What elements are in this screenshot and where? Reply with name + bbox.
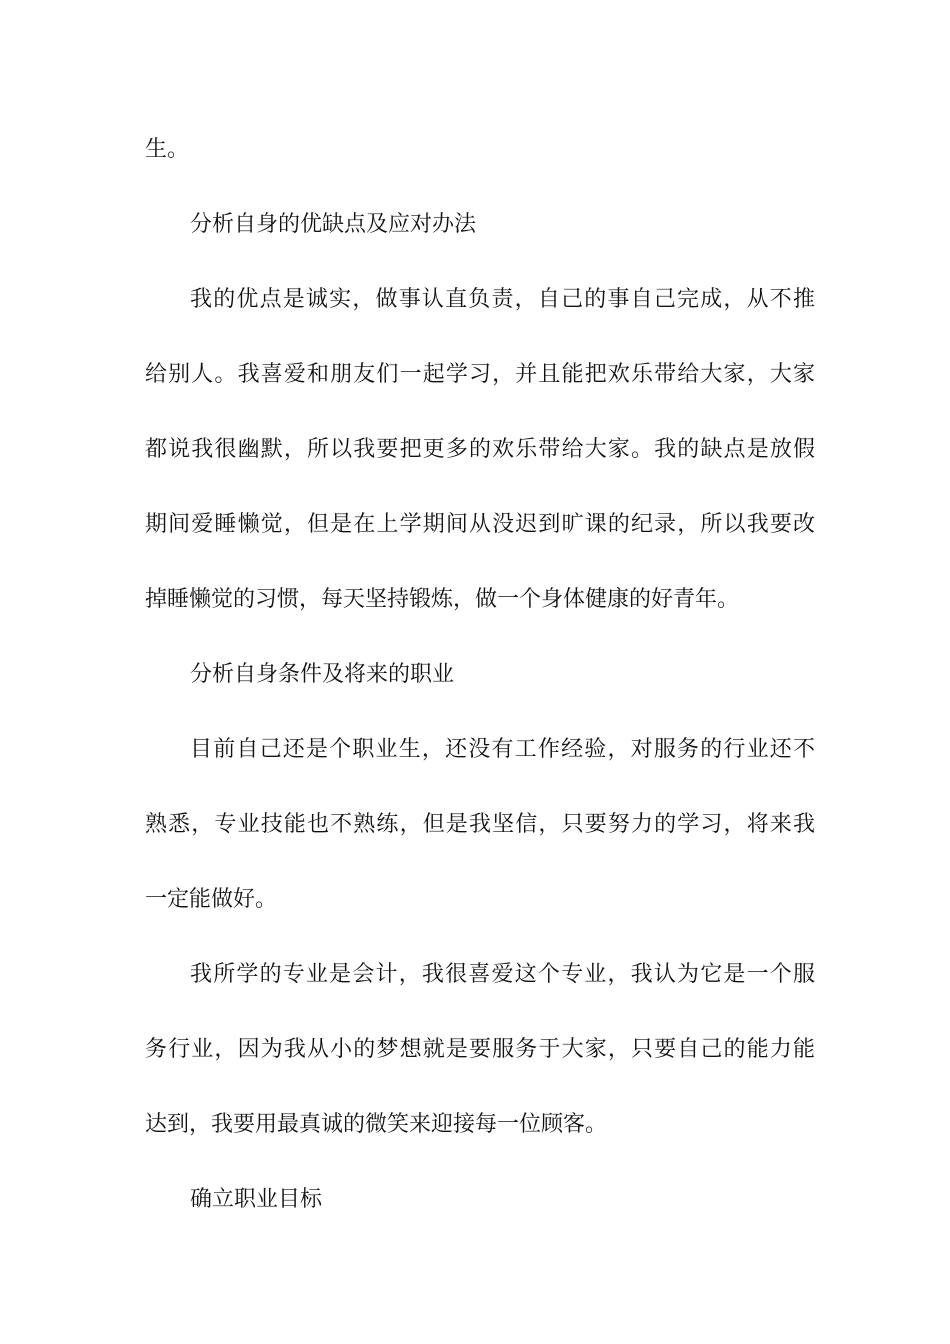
paragraph-line: 给别人。我喜爱和朋友们一起学习，并且能把欢乐带给大家，大家	[145, 362, 815, 387]
paragraph-line: 务行业，因为我从小的梦想就是要服务于大家，只要自己的能力能	[145, 1037, 815, 1062]
paragraph-continuation-line: 生。	[145, 137, 190, 162]
section-heading-career-goal: 确立职业目标	[190, 1187, 323, 1212]
section-heading-future-career: 分析自身条件及将来的职业	[190, 662, 455, 687]
paragraph-line: 期间爱睡懒觉，但是在上学期间从没迟到旷课的纪录，所以我要改	[145, 512, 815, 537]
paragraph-line: 我的优点是诚实，做事认直负责，自己的事自己完成，从不推	[190, 287, 815, 312]
paragraph-line: 达到，我要用最真诚的微笑来迎接每一位顾客。	[145, 1112, 608, 1137]
paragraph-line: 目前自己还是个职业生，还没有工作经验，对服务的行业还不	[190, 737, 815, 762]
paragraph-line: 掉睡懒觉的习惯，每天坚持锻炼，做一个身体健康的好青年。	[145, 587, 740, 612]
section-heading-strengths-weaknesses: 分析自身的优缺点及应对办法	[190, 212, 477, 237]
paragraph-line: 一定能做好。	[145, 887, 278, 912]
paragraph-line: 我所学的专业是会计，我很喜爱这个专业，我认为它是一个服	[190, 962, 815, 987]
paragraph-line: 熟悉，专业技能也不熟练，但是我坚信，只要努力的学习，将来我	[145, 812, 815, 837]
paragraph-line: 都说我很幽默，所以我要把更多的欢乐带给大家。我的缺点是放假	[145, 437, 815, 462]
